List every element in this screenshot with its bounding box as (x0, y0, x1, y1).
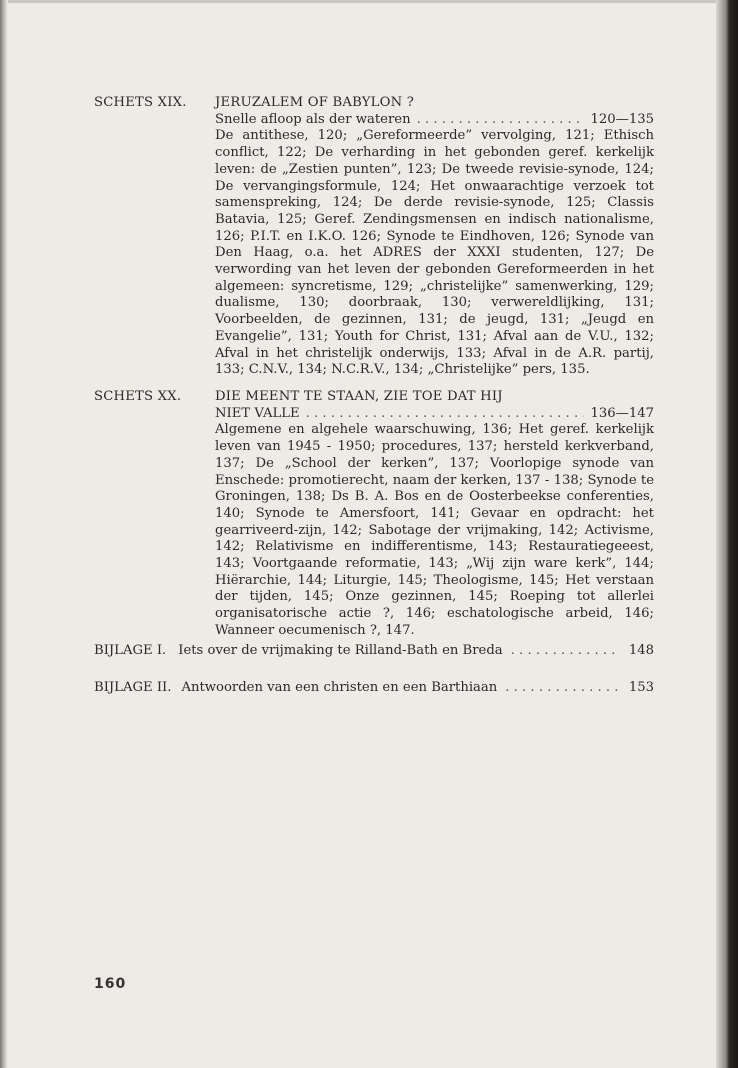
entry-page-range: 120—135 (590, 111, 654, 127)
entry-subtitle: Snelle afloop als der wateren (215, 111, 411, 127)
book-spine-edge (716, 0, 738, 1068)
dot-leader (505, 680, 621, 695)
toc-entry-schets-xix (94, 95, 654, 379)
entry-content (215, 95, 654, 379)
dot-leader (511, 643, 621, 658)
appendix-title: Antwoorden van een christen en een Barthiaan (181, 680, 498, 695)
page-number: 160 (94, 976, 127, 992)
appendix-page: 153 (628, 680, 654, 695)
entry-content (215, 389, 654, 640)
entry-title: JERUZALEM OF BABYLON ? (215, 95, 415, 110)
dot-leader (417, 112, 585, 129)
entry-leader-line (215, 112, 654, 129)
appendix-title: Iets over de vrijmaking te Rilland-Bath en Breda (178, 643, 503, 658)
toc-appendix-i (94, 643, 654, 658)
entry-title: DIE MEENT TE STAAN, ZIE TOE DAT HIJ (215, 389, 503, 404)
entry-label: SCHETS XX. (94, 389, 182, 404)
appendix-label: BIJLAGE II. (94, 680, 172, 695)
page-edge-left (0, 0, 8, 1068)
entry-label: SCHETS XIX. (94, 95, 187, 110)
appendix-label: BIJLAGE I. (94, 643, 167, 658)
appendix-page: 148 (628, 643, 654, 658)
page-edge-top (0, 0, 738, 3)
entry-leader-line (215, 406, 654, 423)
toc-appendix-ii (94, 680, 654, 695)
dot-leader (306, 406, 585, 423)
entry-page-range: 136—147 (590, 405, 654, 421)
toc-entry-schets-xx (94, 389, 654, 640)
entry-subtitle: NIET VALLE (215, 405, 300, 421)
entry-description: De antithese, 120; „Gereformeerde” vervolging, 121; Ethisch conflict, 122; De verharding in het gebonden geref. kerkelijk leven: de „Zestien punten”, 123; De tweede revisie-synode, 124; De vervangingsformule, 124; Het onwaarachtige verzoek tot samenspreking, 124; De derde revisie-synode, 125; Classis Batavia, 125; Geref. Zendingsmensen en indisch nationalisme, 126; P.I.T. en I.K.O. 126; Synode te Eindhoven, 126; Synode van Den Haag, o.a. het ADRES der XXXI studenten, 127; De verwording van het leven der gebonden Gereformeerden in het algemeen: syncretisme, 129; „christelijke” samenwerking, 129; dualisme, 130; doorbraak, 130; verwereldlijking, 131; Voorbeelden, de gezinnen, 131; de jeugd, 131; „Jeugd en Evangelie”, 131; Youth for Christ, 131; Afval aan de V.U., 132; Afval in het christelijk onderwijs, 133; Afval in de A.R. partij, 133; C.N.V., 134; N.C.R.V., 134; „Christelijke” pers, 135. (215, 128, 654, 378)
entry-description: Algemene en algehele waarschuwing, 136; Het geref. kerkelijk leven van 1945 - 1950; procedures, 137; hersteld kerkverband, 137; De „School der kerken”, 137; Voorlopige synode van Enschede: promotierecht, naam der kerken, 137 - 138; Synode te Groningen, 138; Ds B. A. Bos en de Oosterbeekse conferenties, 140; Synode te Amersfoort, 141; Gevaar en opdracht: het gearriveerd-zijn, 142; Sabotage der vrijmaking, 142; Activisme, 142; Relativisme en indifferentisme, 143; Restauratiegeeest, 143; Voortgaande reformatie, 143; „Wij zijn ware kerk”, 144; Hiërarchie, 144; Liturgie, 145; Theologisme, 145; Het verstaan der tijden, 145; Onze gezinnen, 145; Roeping tot allerlei organisatorische actie ?, 146; eschatologische arbeid, 146; Wanneer oecumenisch ?, 147. (215, 422, 654, 638)
